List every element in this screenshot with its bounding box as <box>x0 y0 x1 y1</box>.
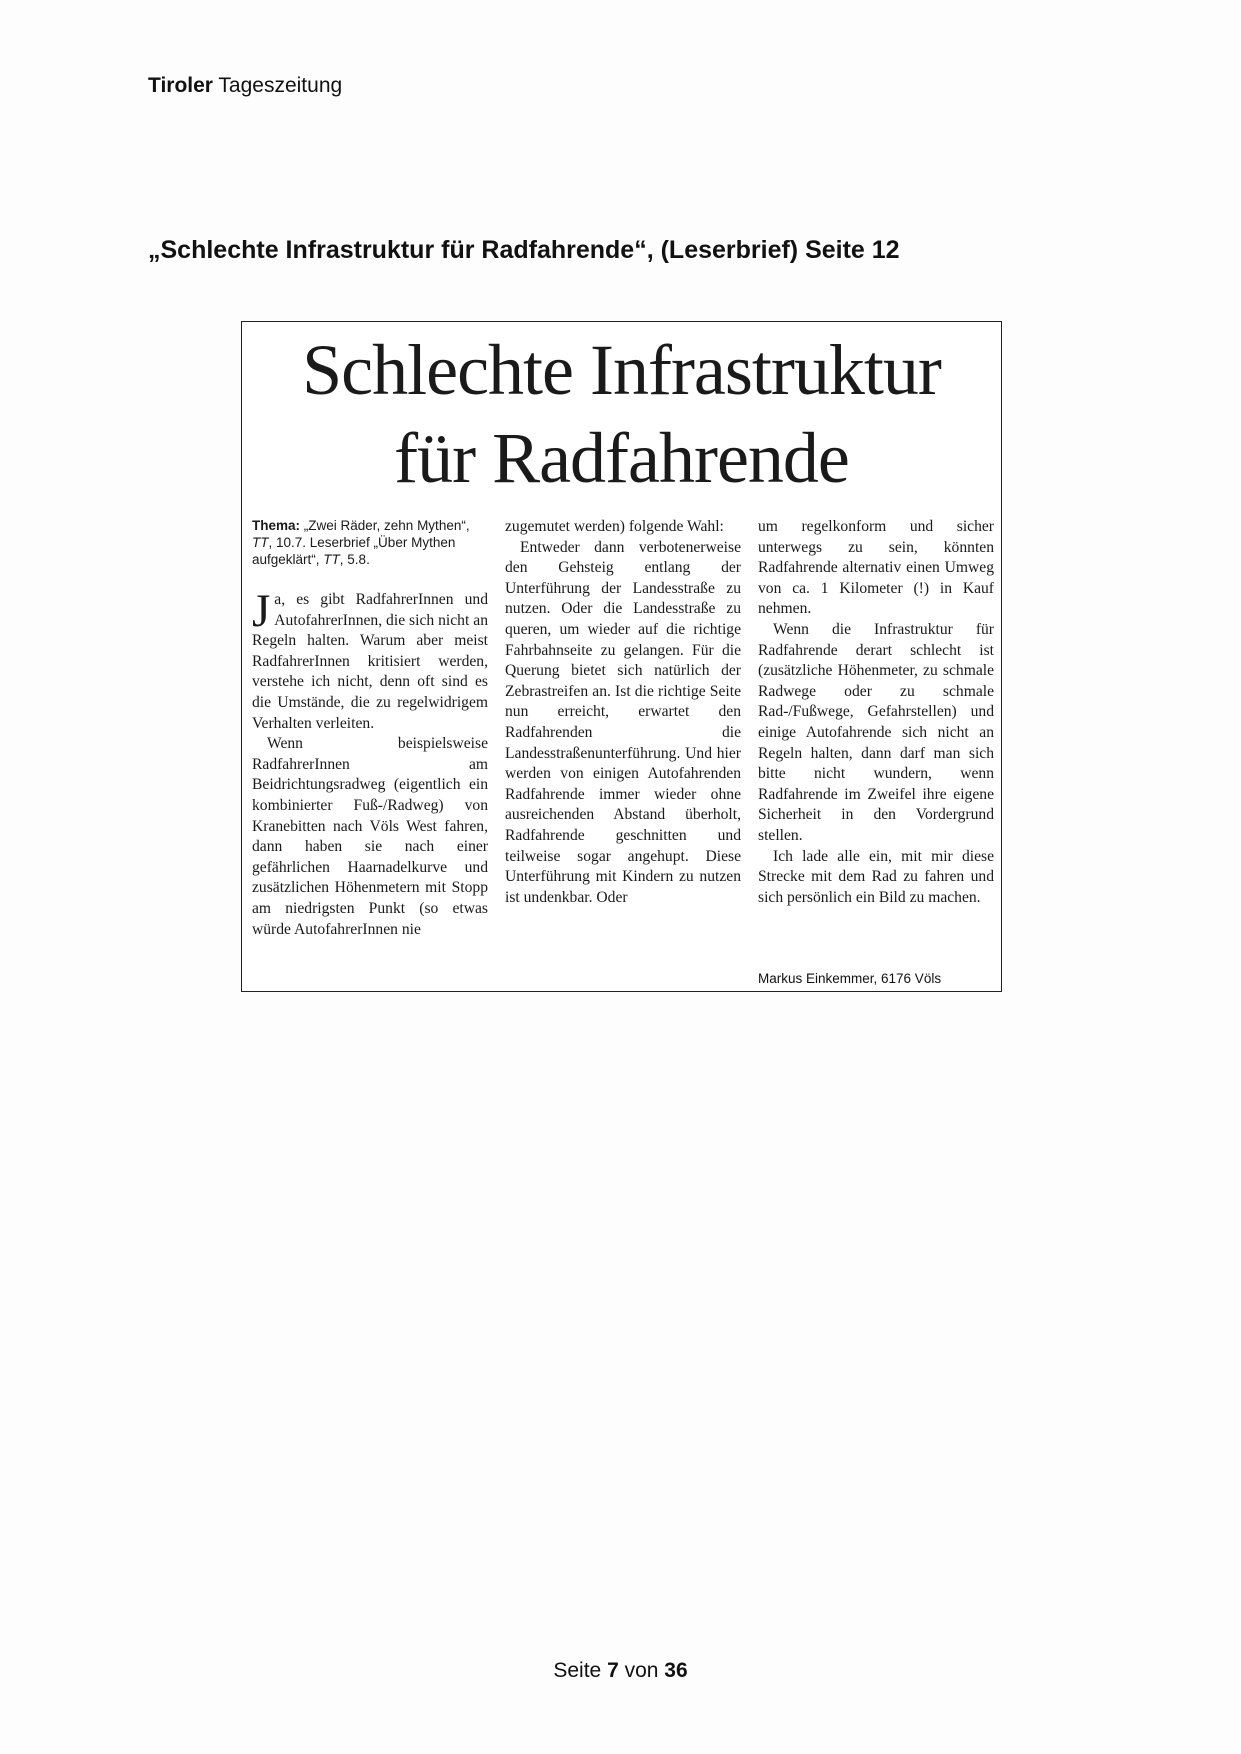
column-2 <box>505 517 741 908</box>
total-pages: 36 <box>664 1659 688 1682</box>
topic-text-1: „Zwei Räder, zehn Mythen“, <box>300 518 470 533</box>
paragraph-1-text: a, es gibt RadfahrerInnen und AutofahrerInnen, die sich nicht an Regeln halten. Warum aber meist RadfahrerInnen kritisiert werden, verstehe ich nicht, denn oft sind es die Umstände, die zu regelwidrigem Verhalten verleiten. <box>252 591 488 732</box>
headline-line-1: Schlechte Infrastruktur <box>302 330 941 410</box>
page-prefix: Seite <box>553 1659 608 1682</box>
paragraph-4: Wenn die Infrastruktur für Radfahrende derart schlecht ist (zusätzliche Höhenmeter, zu schmale Radwege oder zu schmale Rad-/Fußwege, Gefahrstellen) und einige Autofahrende sich nicht an Regeln halten, dann darf man sich bitte nicht wundern, wenn Radfahrende im Zweifel ihre eigene Sicherheit in den Vordergrund stellen. <box>758 620 994 844</box>
topic-text-3: , 5.8. <box>339 552 370 567</box>
letter-signature: Markus Einkemmer, 6176 Völs <box>758 971 942 986</box>
topic-reference <box>252 517 488 568</box>
paragraph-5: Ich lade alle ein, mit mir diese Strecke mit dem Rad zu fahren und sich persönlich ein Bild zu machen. <box>758 847 994 906</box>
article-heading: „Schlechte Infrastruktur für Radfahrende“, (Leserbrief) Seite 12 <box>148 236 900 264</box>
topic-tt-2: TT <box>323 552 340 567</box>
page-middle: von <box>618 1659 665 1682</box>
newspaper-brand <box>148 74 342 98</box>
paragraph-1 <box>252 585 488 734</box>
newspaper-clipping <box>241 321 1002 992</box>
paragraph-2: Wenn beispielsweise RadfahrerInnen am Beidrichtungsradweg (eigentlich ein kombinierter Fuß-/Radweg) von Kranebitten nach Völs West fahren, dann haben sie nach einer gefährlichen Haarnadelkurve und zusätzlichen Höhenmetern mit Stopp am niedrigsten Punkt (so etwas würde AutofahrerInnen nie <box>252 735 488 938</box>
clipping-headline <box>242 326 1001 502</box>
brand-rest: Tageszeitung <box>212 74 343 97</box>
column-1 <box>252 517 488 940</box>
page-number <box>0 1659 1241 1683</box>
headline-line-2: für Radfahrende <box>394 418 849 498</box>
drop-cap: J <box>252 585 271 637</box>
topic-text-2: , 10.7. Leserbrief „Über Mythen aufgeklärt“, <box>252 535 456 567</box>
topic-tt-1: TT <box>252 535 269 550</box>
paragraph-3-continued: um regelkonform und sicher unterwegs zu sein, könnten Radfahrende alternativ einen Umweg von ca. 1 Kilometer (!) in Kauf nehmen. <box>758 518 994 618</box>
current-page: 7 <box>607 1659 619 1682</box>
column-3 <box>758 517 994 908</box>
topic-label: Thema: <box>252 518 301 533</box>
paragraph-3: Entweder dann verbotenerweise den Gehsteig entlang der Unterführung der Landesstraße zu nutzen. Oder die Landesstraße zu queren, um wieder auf die richtige Fahrbahnseite zu gelangen. Für die Querung bietet sich natürlich der Zebrastreifen an. Ist die richtige Seite nun erreicht, erwartet den Radfahrenden die Landesstraßenunterführung. Und hier werden von einigen Autofahrenden Radfahrende immer wieder ohne ausreichenden Abstand überholt, Radfahrende geschnitten und teilweise sogar angehupt. Diese Unterführung mit Kindern zu nutzen ist undenkbar. Oder <box>505 538 741 906</box>
paragraph-2-continued: zugemutet werden) folgende Wahl: <box>505 518 724 535</box>
brand-bold: Tiroler <box>148 74 213 97</box>
